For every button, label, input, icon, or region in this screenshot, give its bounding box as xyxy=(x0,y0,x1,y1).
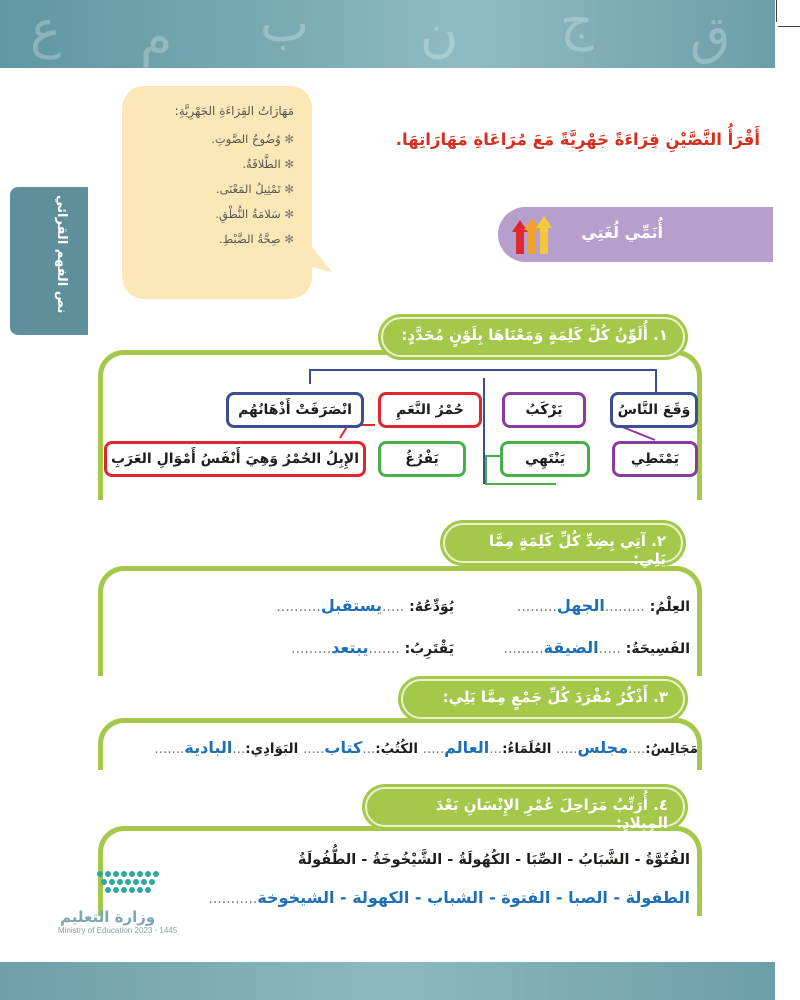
q3-row xyxy=(154,738,698,757)
q4-answer-row xyxy=(208,888,690,907)
q2-word: يَقْتَرِبُ: xyxy=(404,641,454,657)
q4-title: ٤. أُرَتِّبُ مَرَاحِلَ عُمْرِ الإِنْسَانِ بَعْدَ المِيلادِ: xyxy=(362,784,688,830)
answer-line: ... xyxy=(232,741,246,757)
instruction-text: أَقْرَأُ النَّصَّيْنِ قِرَاءَةً جَهْرِيَّةً مَعَ مُرَاعَاةِ مَهَارَاتِهَا. xyxy=(395,130,760,149)
answer-line: ... xyxy=(489,741,503,757)
header-pattern: ع م ب ن ج ق xyxy=(0,0,775,68)
q2-title: ٢. آتِي بِضِدِّ كُلِّ كَلِمَةٍ مِمَّا يَلِي: xyxy=(440,520,686,566)
q2-item xyxy=(504,638,691,657)
ministry-logo-icon xyxy=(40,866,170,906)
word-box[interactable]: يَنْتَهِي xyxy=(500,441,590,477)
skill-item: ✻ الطَّلاقَةُ. xyxy=(122,157,294,171)
q2-item xyxy=(276,596,454,615)
q3-word: البَوَادِي: xyxy=(245,741,299,757)
answer-line: .... xyxy=(628,741,646,757)
answer-line: ..... xyxy=(556,741,578,757)
answer-line: ......... xyxy=(291,641,332,657)
q3-answer[interactable]: البادية xyxy=(184,738,233,757)
q4-list: الفُتُوَّةُ - الشَّبَابُ - الصِّبَا - الكُهُولَةُ - الشَّيْخُوخَةُ - الطُّفُولَةُ xyxy=(297,852,690,868)
q2-answer[interactable]: الضيقة xyxy=(543,638,599,657)
ministry-name-en: Ministry of Education 2023 - 1445 xyxy=(58,926,178,935)
q2-word: الفَسِيحَةُ: xyxy=(625,641,690,657)
word-box[interactable]: حُمْرُ النَّعَمِ xyxy=(378,392,482,428)
answer-line: ..... xyxy=(598,641,621,657)
answer-line: ....... xyxy=(154,741,185,757)
skills-title: مَهَارَاتُ القِرَاءَةِ الجَهْرِيَّةِ: xyxy=(174,104,294,118)
word-box[interactable]: وَقَعَ النَّاسُ xyxy=(610,392,698,428)
q3-answer[interactable]: مجلس xyxy=(577,738,629,757)
answer-line: ..... xyxy=(381,599,405,615)
answer-line: ......... xyxy=(516,599,557,615)
answer-line: ..... xyxy=(302,741,325,757)
word-box[interactable]: الإِبِلُ الحُمْرُ وَهِيَ أَنْفَسُ أَمْوَالِ العَرَبِ xyxy=(104,441,366,477)
word-box[interactable]: يَمْتَطِي xyxy=(612,441,698,477)
q1-title: ١. أُلَوِّنُ كُلَّ كَلِمَةٍ وَمَعْنَاهَا بِلَوْنٍ مُحَدَّدٍ: xyxy=(378,314,688,360)
skill-item: ✻ صِحَّةُ الضَّبْطِ. xyxy=(122,232,294,246)
word-box[interactable]: يَفْرُغُ xyxy=(378,441,466,477)
q2-item xyxy=(291,638,454,657)
answer-line: ......... xyxy=(604,599,645,615)
q3-answer[interactable]: العالم xyxy=(444,738,490,757)
q2-answer[interactable]: يستقبل xyxy=(320,596,382,615)
side-tab-label: نص الفهم القرائي xyxy=(54,195,69,314)
footer-band xyxy=(0,962,775,1000)
skill-item: ✻ تَمْثِيلُ المَعْنَى. xyxy=(122,182,294,196)
q3-word: الكُتُبُ: xyxy=(375,741,418,757)
q2-frame xyxy=(98,566,702,676)
q2-word: يُوَدِّعُهُ: xyxy=(409,599,454,615)
answer-line: ... xyxy=(362,741,376,757)
skill-item: ✻ سَلامَةُ النُّطْقِ. xyxy=(122,207,294,221)
word-box[interactable]: انْصَرَفَتْ أَذْهَانُهُم xyxy=(226,392,364,428)
q2-answer[interactable]: يبتعد xyxy=(331,638,369,657)
answer-line: ..... xyxy=(422,741,445,757)
ministry-name: وزارة التعليم xyxy=(60,908,156,926)
answer-line: ....... xyxy=(368,641,400,657)
q4-answer[interactable]: الطفولة - الصبا - الفتوة - الشباب - الكهولة - الشيخوخة xyxy=(257,888,690,907)
word-box[interactable]: يَرْكَبُ xyxy=(502,392,586,428)
answer-line: .......... xyxy=(276,599,321,615)
q2-word: العِلْمُ: xyxy=(649,599,690,615)
banner-label: أُنَمِّي لُغَتِي xyxy=(581,223,663,242)
answer-line: ......... xyxy=(503,641,544,657)
answer-line: ........... xyxy=(208,891,258,907)
q3-answer[interactable]: كتاب xyxy=(324,738,363,757)
skill-item: ✻ وُضُوحُ الصَّوتِ. xyxy=(122,132,294,146)
q3-word: مَجَالِسُ: xyxy=(645,741,698,757)
q2-item xyxy=(517,596,690,615)
page-number: ١٤٥ xyxy=(46,940,74,958)
q3-word: العُلَمَاءُ: xyxy=(502,741,552,757)
q3-title: ٣. أَذْكُرُ مُفْرَدَ كُلِّ جَمْعٍ مِمَّا يَلِي: xyxy=(398,676,688,722)
q2-answer[interactable]: الجهل xyxy=(556,596,605,615)
